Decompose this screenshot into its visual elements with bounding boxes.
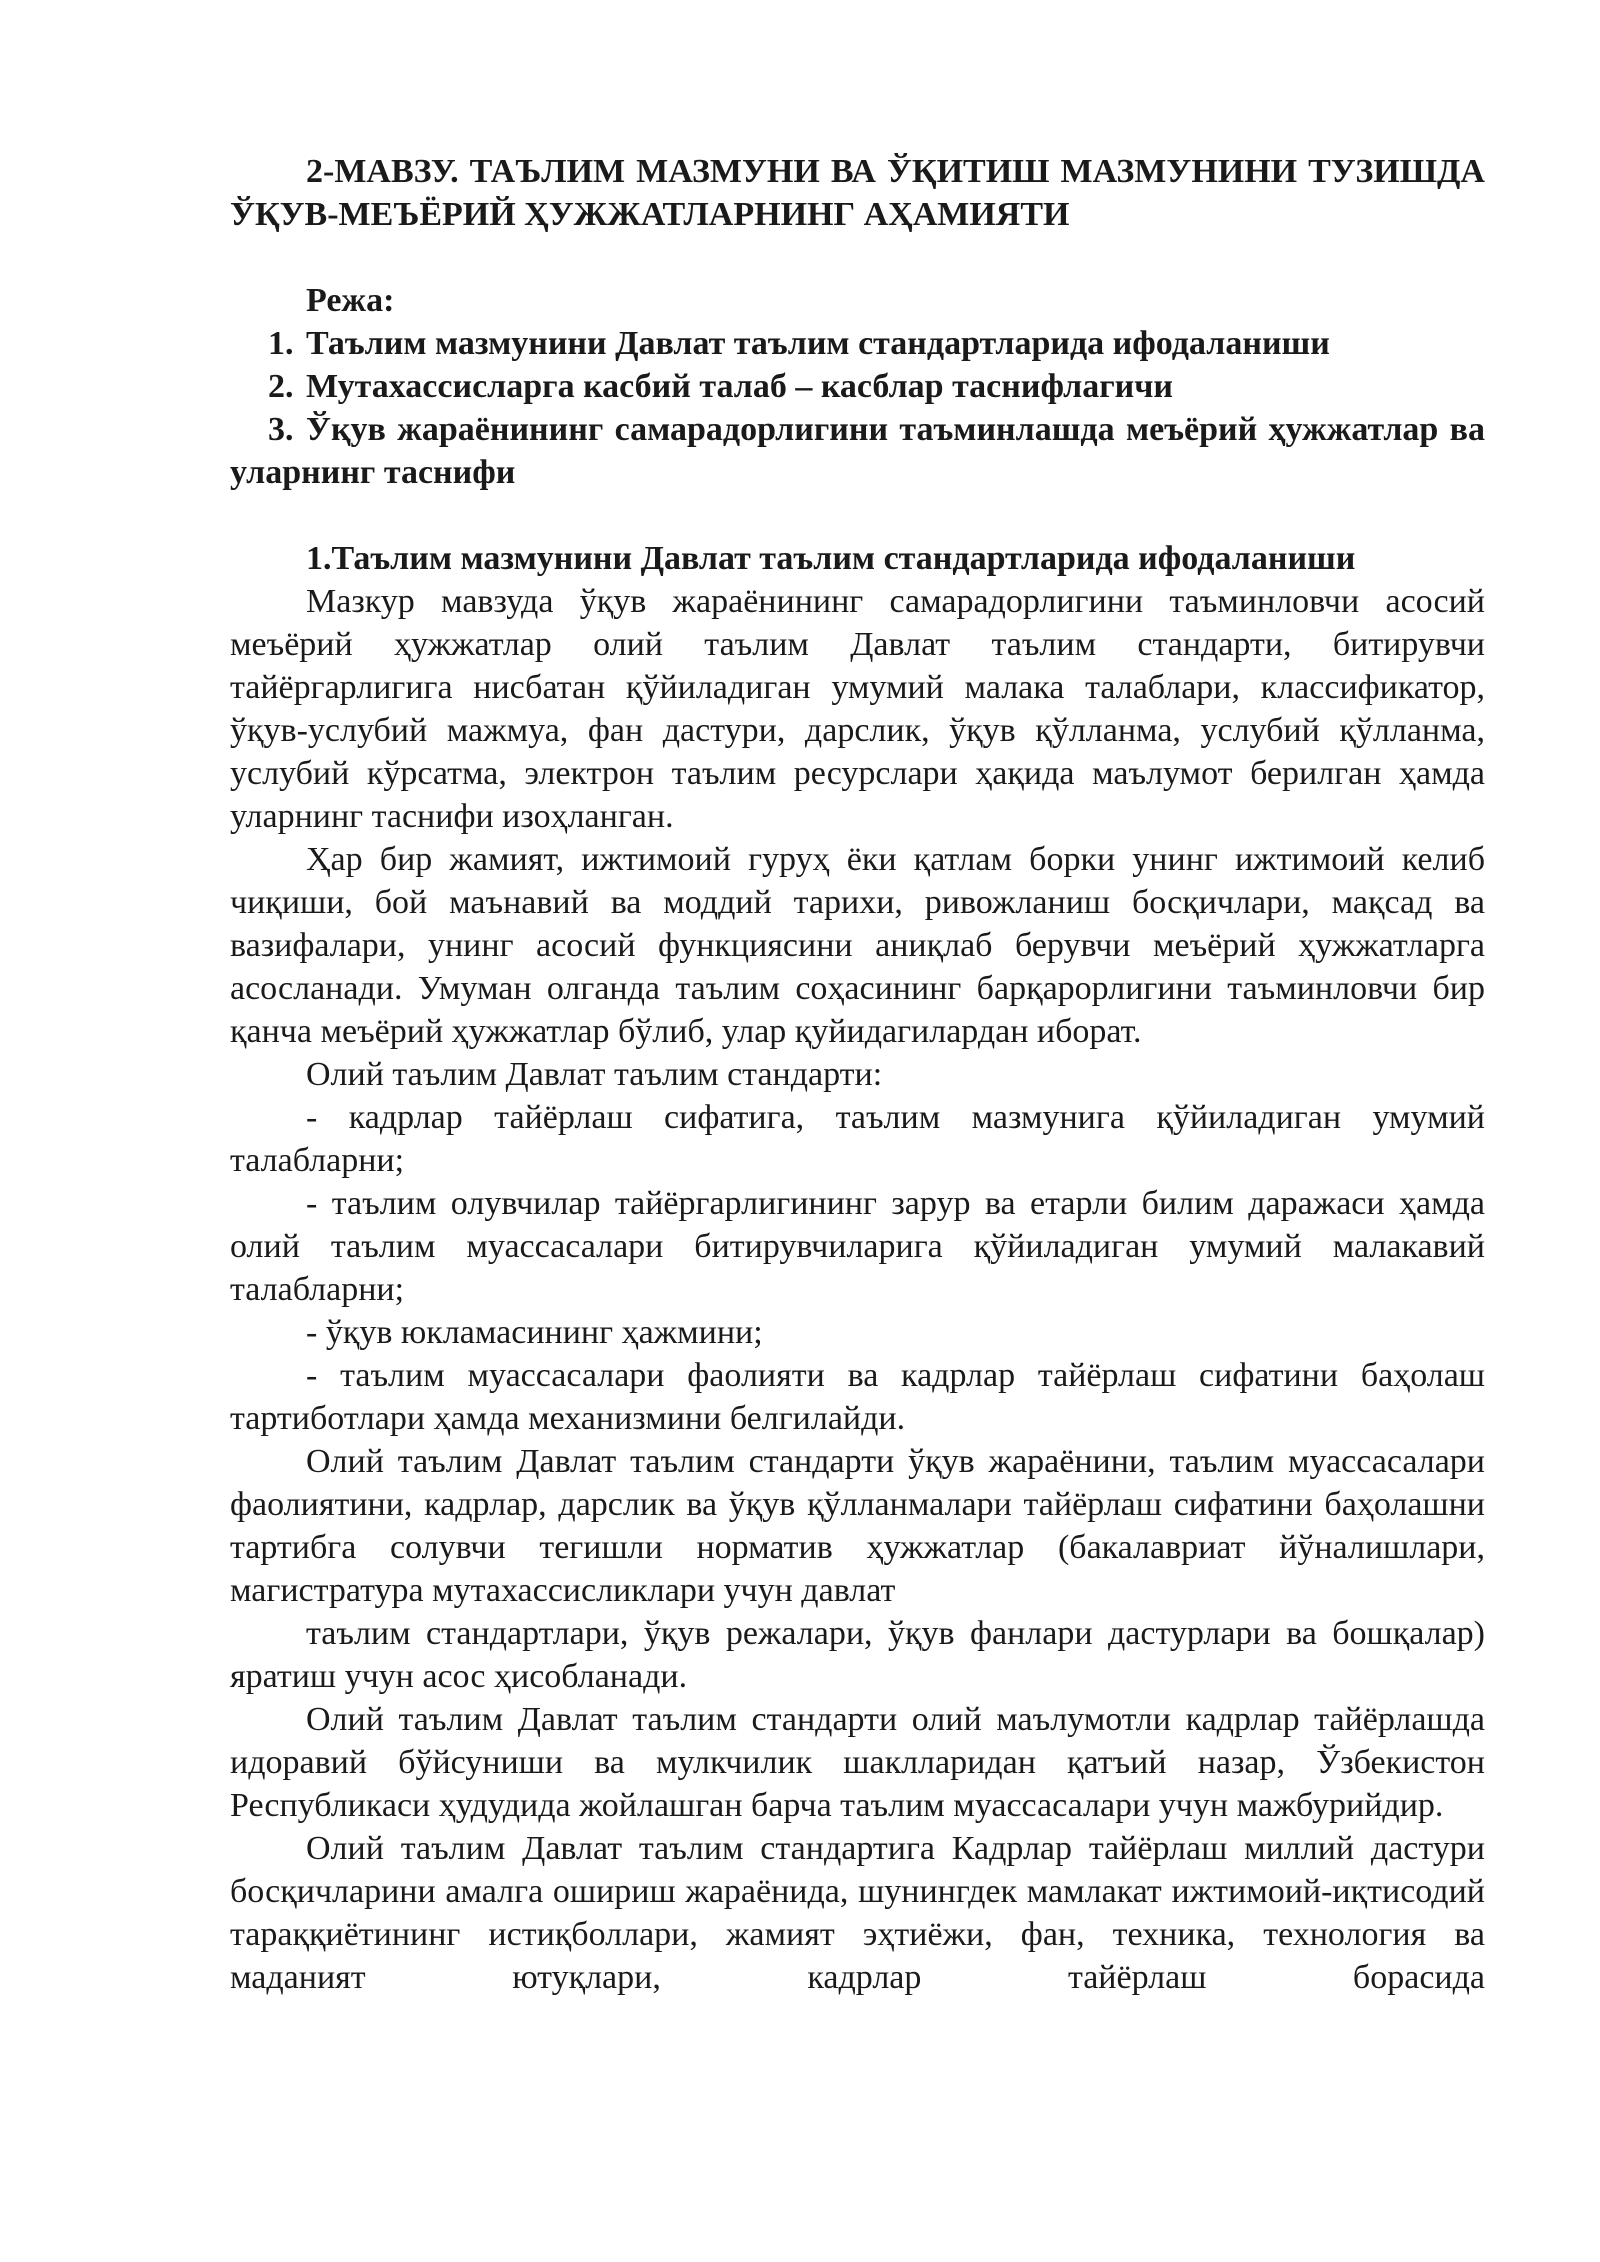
plan-item (230, 322, 1485, 365)
plan-item-number: 3. (268, 411, 294, 448)
document-page (230, 150, 1485, 1999)
body-paragraph: таълим стандартлари, ўқув режалари, ўқув фанлари дастурлари ва бошқалар) яратиш учун асос ҳисобланади. (230, 1615, 1485, 1695)
body-paragraph: Олий таълим Давлат таълим стандарти ўқув жараёнини, таълим муассасалари фаолиятини, кадрлар, дарслик ва ўқув қўлланмалари тайёрлаш сифатини баҳолашни тартибга солувчи тегишли норматив ҳужжатлар (бакалавриат йўналишлари, магистратура мутахассисликлари учун давлат (230, 1443, 1485, 1609)
list-item: - таълим муассасалари фаолияти ва кадрлар тайёрлаш сифатини баҳолаш тартиботлари ҳамда механизмини белгилайди. (230, 1357, 1485, 1437)
plan-item-text: Ўқув жараёнининг самарадорлигини таъминлашда меъёрий ҳужжатлар ва уларнинг таснифи (230, 411, 1485, 491)
plan-item-text: Таълим мазмунини Давлат таълим стандартларида ифодаланиши (306, 325, 1330, 362)
body-paragraph: Ҳар бир жамият, ижтимоий гуруҳ ёки қатлам борки унинг ижтимоий келиб чиқиши, бой маънавий ва моддий тарихи, ривожланиш босқичлари, мақсад ва вазифалари, унинг асосий функциясини аниқлаб берувчи меъёрий ҳужжатларга асосланади. Умуман олганда таълим соҳасининг барқарорлигини таъминловчи бир қанча меъёрий ҳужжатлар бўлиб, улар қуйидагилардан иборат. (230, 841, 1485, 1050)
list-item: - кадрлар тайёрлаш сифатига, таълим мазмунига қўйиладиган умумий талабларни; (230, 1099, 1485, 1179)
spacer (230, 236, 1485, 279)
body-paragraph: Олий таълим Давлат таълим стандарти: (306, 1056, 883, 1093)
plan-item (230, 365, 1485, 408)
plan-item-number: 2. (268, 368, 294, 405)
list-item: - таълим олувчилар тайёргарлигининг зарур ва етарли билим даражаси ҳамда олий таълим муассасалари битирувчиларига қўйиладиган умумий малакавий талабларни; (230, 1185, 1485, 1308)
plan-item-text: Мутахассисларга касбий талаб – касблар таснифлагичи (306, 368, 1173, 405)
body-paragraph: Олий таълим Давлат таълим стандартига Кадрлар тайёрлаш миллий дастури босқичларини амалга ошириш жараёнида, шунингдек мамлакат ижтимоий-иқтисодий тараққиётининг истиқболлари, жамият эҳтиёжи, фан, техника, технология ва маданият ютуқлари, кадрлар тайёрлаш борасида (230, 1830, 1485, 1996)
plan-heading: Режа: (306, 282, 395, 319)
list-item: - ўқув юкламасининг ҳажмини; (306, 1314, 763, 1351)
section-heading: 1.Таълим мазмунини Давлат таълим стандартларида ифодаланиши (306, 540, 1356, 577)
plan-item-number: 1. (268, 325, 294, 362)
plan-list (230, 322, 1485, 494)
plan-item (230, 408, 1485, 494)
body-paragraph: Олий таълим Давлат таълим стандарти олий маълумотли кадрлар тайёрлашда идоравий бўйсуниши ва мулкчилик шаклларидан қатъий назар, Ўзбекистон Республикаси ҳудудида жойлашган барча таълим муассасалари учун мажбурийдир. (230, 1701, 1485, 1824)
body-paragraph: Мазкур мавзуда ўқув жараёнининг самарадорлигини таъминловчи асосий меъёрий ҳужжатлар олий таълим Давлат таълим стандарти, битирувчи тайёргарлигига нисбатан қўйиладиган умумий малака талаблари, классификатор, ўқув-услубий мажмуа, фан дастури, дарслик, ўқув қўлланма, услубий қўлланма, услубий кўрсатма, электрон таълим ресурслари ҳақида маълумот берилган ҳамда уларнинг таснифи изоҳланган. (230, 583, 1485, 835)
spacer (230, 494, 1485, 537)
document-title: 2-МАВЗУ. ТАЪЛИМ МАЗМУНИ ВА ЎҚИТИШ МАЗМУНИНИ ТУЗИШДА ЎҚУВ-МЕЪЁРИЙ ҲУЖЖАТЛАРНИНГ АҲАМИЯТИ (230, 153, 1485, 233)
